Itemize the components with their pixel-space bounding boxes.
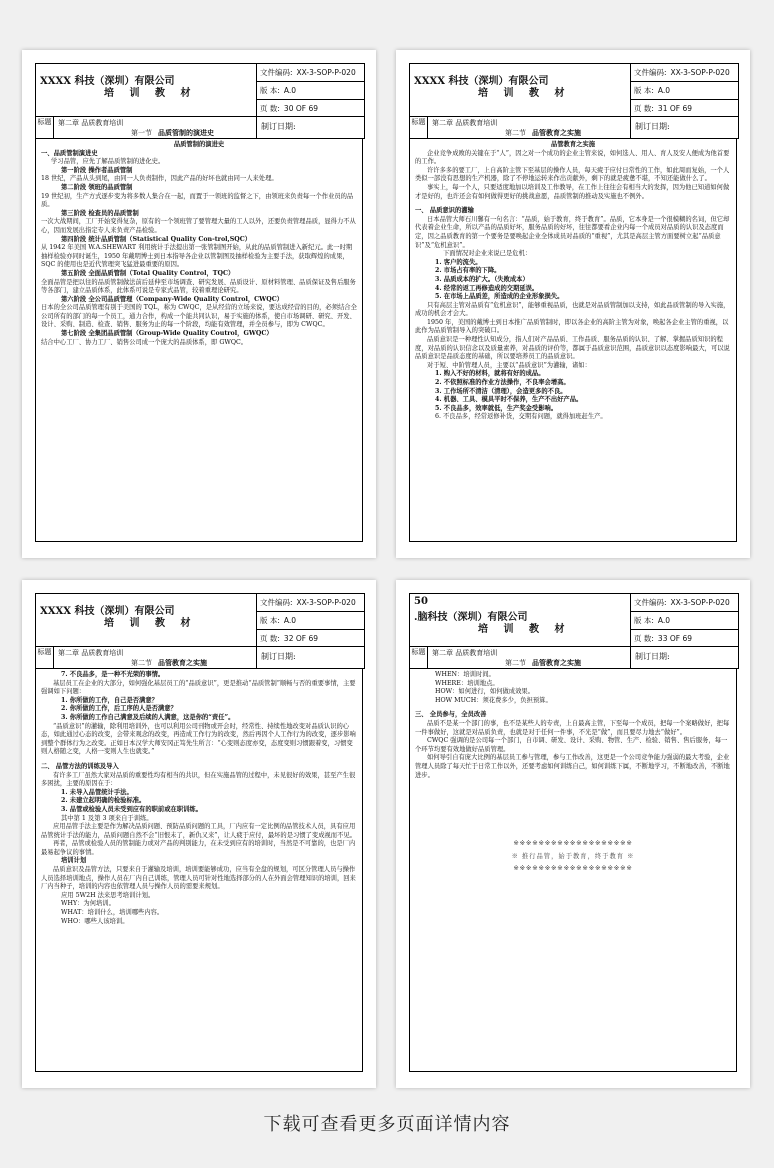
page-body: [409, 668, 737, 1072]
page-count: 32 OF 69: [283, 634, 318, 643]
text-line: 如何导引自有庞大比例的基层员工参与管理，参与工作改善，这更是一个公司竞争能力强弱的最大考验，企业管理人员除了每天忙于日常工作以外，还要考虑如何训练自己，如何训练下属，不断地学习，不断地改善，不断地进步。: [415, 754, 730, 779]
page-body: [409, 138, 737, 542]
subject-row: [35, 646, 365, 669]
file-code: XX-3-SOP-P-020: [296, 598, 356, 607]
version: A.0: [657, 616, 671, 625]
text-line: WHAT：培训什么，培训哪些内容。: [61, 909, 164, 917]
subject-label: 标题: [410, 646, 428, 668]
file-code: XX-3-SOP-P-020: [296, 68, 356, 77]
star-border: ※※※※※※※※※※※※※※※※※※※: [513, 865, 633, 873]
document-title: 培 训 教 材: [104, 88, 197, 99]
version: A.0: [283, 86, 297, 95]
page-count-label: 页 数:: [634, 104, 654, 113]
heading-line: 二、 品管方法的训练及导入: [41, 762, 119, 770]
subject-label: 标题: [36, 646, 54, 668]
chapter-title: 第二章 品质教育培训: [432, 649, 498, 657]
section-title: 品质管制的演进史: [158, 128, 214, 137]
heading-line: 1. 未导入品管统计手法。: [61, 788, 133, 796]
company-name: XXXX 科技（深圳）有限公司: [40, 76, 175, 87]
heading-line: 第三阶段 检查员的品质管制: [61, 209, 139, 217]
text-line: WHEN：培训时间。: [435, 671, 495, 678]
section-heading: [505, 658, 581, 668]
motto-line: ※ 推行品管，始于教育，终于教育 ※: [511, 852, 635, 860]
issue-date-label: 制订日期:: [256, 116, 364, 138]
page-count-label: 页 数:: [260, 104, 280, 113]
page-body: [35, 138, 363, 542]
corner-number: 50: [414, 596, 428, 607]
heading-line: 1. 购入不好的材料，就将有好的成品。: [435, 370, 545, 378]
meta-cells: [256, 64, 365, 116]
text-line: 19 世纪初，生产方式逐步变为将多数人集合在一起，而置于一领班的监督之下，由领班来负责每一个作业员的品质。: [41, 192, 354, 209]
document-title: 培 训 教 材: [478, 624, 571, 635]
text-line: 再者，品管或检验人员的管制能力或对产品的判别能力，在未受到应有的培训时，当然是不可靠的，也是厂内最易起争议的事情。: [41, 840, 356, 856]
text-line: 结合中心工厂、协力工厂、销售公司成一个庞大的品质体系，即 GWQC。: [41, 338, 248, 346]
subject-label: 标题: [410, 116, 428, 138]
issue-date-label: 制订日期:: [630, 116, 738, 138]
file-code-label: 文件编码:: [634, 598, 667, 607]
meta-cells: [630, 594, 739, 646]
meta-cells: [630, 64, 739, 116]
text-line: 应用 5W2H 法来思考培训计划。: [61, 891, 155, 899]
file-code: XX-3-SOP-P-020: [670, 68, 730, 77]
text-line: 日本的全公司品质管理有别于美国的 TQL，称为 CWQC，是从经营的立场来说，要达成经营的目的，必须结合全公司所有的部门的每一个员工，通力合作，构成一个能共同认识，易于实施的体系，使自市场调研、研究、开发、设计、采购、制造、检查、销售、服务为止的每一个阶段，均能有效管理，并全员参与，即为 CWQC。: [41, 304, 357, 329]
subject-row: [409, 646, 739, 669]
text-line: 其中第 1 及第 3 项来自于训练。: [61, 814, 153, 822]
heading-line: 4. 经常的返工再修造成的交期延误。: [435, 284, 539, 292]
section-heading: [131, 128, 214, 138]
section-heading: [131, 658, 207, 668]
heading-line: 品质管制的演进史: [173, 141, 225, 148]
document-page-2: [396, 50, 750, 558]
version: A.0: [657, 86, 671, 95]
section-title: 品管教育之实施: [532, 658, 581, 667]
document-title: 培 训 教 材: [104, 618, 197, 629]
heading-line: 3. 工作场所不清洁（清理），会造更多的不良。: [435, 387, 567, 395]
text-line: 应用品管手法主要是作为解决品质问题、预防品质问题的工具，厂内应有一定比例的品管技术人员，具有应用品管统计手法的能力，品质问题自然不会“旧恨未了，新仇又来”，让人疲于应付，最坏的是习惯了变成视而不见。: [41, 823, 356, 839]
file-code-label: 文件编码:: [260, 68, 293, 77]
text-line: 全面品管是把以往的品质管制做法前后延伸至市场调查、研究发展、品质设计、原材料管理、品质保证及售后服务等各部门，建立品质体系，此体系可说是专家式品管，较着重理论研究。: [41, 278, 356, 295]
section-number: 第二节: [131, 659, 152, 667]
meta-cells: [256, 594, 365, 646]
text-line: 事实上，每一个人，只要适度地加以培训及工作教导，在工作上往往会有相当大的发挥，因为他已知道如何做才是好的，也许还会有如何做得更好的挑战意愿，品质管制的推动及实施也不例外。: [415, 183, 730, 200]
text-line: HOW MUCH：须花费多少，负担预算。: [435, 696, 552, 704]
header-table: [409, 63, 739, 117]
file-code-label: 文件编码:: [634, 68, 667, 77]
heading-line: 4. 机器、工具、模具平时不保养，生产不出好产品。: [435, 396, 583, 404]
heading-line: 1. 你所做的工作，自己是否满意？: [61, 696, 158, 704]
text-line: 日本品管大师石川馨有一句名言：“品质，始于教育，终于教育”。品质，它本身是一个很模糊的名词，但它却代表着企业生命，所以产品的品质好坏，服务品质的好坏，往往都要看企业内每一个成员对品质的认识及态度而定，因之品质教育的第一个要务是要唤起企业全体成员对品质的“重视”，尤其是高层主管方面要树立起“品质意识”及“危机意识”。: [415, 215, 730, 249]
text-line: 品质意识是一种理性认知成分，指人们对产品品质、工作品质、服务品质的认识、了解、掌握品质知识的程度，对品质的认识信念以及质量素养，对品质的评价等，都属于品质意识范围，品质意识以态度影响最大，可以说品质意识是品质态度的基础，所以要培养员工的品质意识。: [415, 336, 730, 361]
text-line: 1950 年，美国的戴博士到日本推广品质管制时，即以各企业的高阶主管为对象，唤起各企业主管的重视，以此作为品质管制导入的突破口。: [415, 318, 729, 335]
header-table: [35, 63, 365, 117]
heading-line: 一、 品质意识的灌输: [415, 207, 474, 215]
heading-line: 第四阶段 统计品质管制（Statistical Quality Con-trol,SQC）: [61, 235, 252, 243]
issue-date-label: 制订日期:: [630, 646, 738, 668]
section-heading: [505, 128, 581, 138]
chapter-title: 第二章 品质教育培训: [432, 119, 498, 127]
page-count-label: 页 数:: [260, 634, 280, 643]
subject-row: [409, 116, 739, 139]
file-code: XX-3-SOP-P-020: [670, 598, 730, 607]
company-name: XXXX 科技（深圳）有限公司: [414, 76, 549, 87]
text-line: 从 1942 年美国 W.A.SHEWART 利用统计手法提出第一张管制图开始，从此的品质管制进入新纪元。此一时期抽样检验亦同时诞生，1950 年戴明博士到日本指导各企业以管制图及抽样检验为主要手法，获取辉煌的成果，SQC 的使用也是近代管理突飞猛进最重要的原因。: [41, 244, 353, 269]
document-title: 培 训 教 材: [478, 88, 571, 99]
text-line: 品质不是某一个部门的事，也不是某些人的专责，上自最高主管，下至每一个成员，把每一个案略做好，把每一件事做好，这就是对品质负责，也就是对于任何一件事，不光是“做”，而且要尽力地去“做好”。: [415, 719, 730, 736]
heading-line: 第六阶段 全公司品质管理（Company-Wide Quality Control，CWQC）: [61, 295, 284, 303]
heading-line: 5. 在市场上品质差，所造成的企业形象损失。: [435, 293, 564, 301]
text-line: 18 世纪，产品从头到尾，由同一人负责制作，因此产品的好坏也就由同一人来处理。: [41, 175, 278, 183]
page-count: 33 OF 69: [657, 634, 692, 643]
section-number: 第二节: [505, 659, 526, 667]
section-number: 第一节: [131, 129, 152, 137]
heading-line: 5. 不良品多，效率就低，生产奖金受影响。: [435, 404, 558, 412]
heading-line: 3. 品管或检验人员未受到应有的职前或在职训练。: [61, 805, 203, 813]
heading-line: 一、品质管制演进史: [41, 149, 98, 157]
company-name: .脑科技（深圳）有限公司: [414, 612, 528, 623]
download-more-caption[interactable]: 下载可查看更多页面详情内容: [263, 1114, 511, 1135]
text-line: 许许多多的要工厂，上自高阶主管下至基层的操作人员，每天疲于应付日常性的工作，如此周而复始，一个人类似一部没有思想的生产机器，除了不停地运转来作出贡献外，剩下的就是疲惫不堪，不知还能做什么了。: [415, 166, 730, 183]
section-title: 品管教育之实施: [532, 128, 581, 137]
heading-line: 第一阶段 操作者品质管制: [61, 166, 133, 174]
heading-line: 2. 未建立起明确的检验标准。: [61, 797, 146, 805]
text-line: 品质意识及品管方法，只要来自于灌输及培训，培训要能够成功，应当有全盘的规划，可区分管理人员与操作人员选择培训地点，操作人员在厂内自己训练，管理人员可针对性地选择部分的人在外面会管理知识的培训，回来厂内当种子，培训的内容也依管理人员与操作人员的需要来规划。: [41, 866, 356, 891]
text-line: 只有高层主管对品质有“危机意识”，能够重视品质，也就是对品质管制加以支持，如此品质管制的导入实施，成功的机会才会大。: [415, 301, 730, 318]
version-label: 版 本:: [634, 616, 654, 625]
version-label: 版 本:: [634, 86, 654, 95]
text-line: 企业竞争成败的关键在于“人”，因之对一个成功的企业主管来说，如何选人、用人、育人及安人便成为他首要的工作。: [415, 149, 730, 166]
section-title: 品管教育之实施: [158, 658, 207, 667]
text-line: WHERE：培训地点。: [435, 679, 499, 687]
file-code-label: 文件编码:: [260, 598, 293, 607]
text-line: 一次大战期间，工厂开始变得复杂，原有的一个领班管了要管理大量的工人以外，还要负责管理品质，显得力不从心，因而发展出指定专人来负责产品检验。: [41, 218, 356, 234]
document-page-4: [396, 580, 750, 1088]
version: A.0: [283, 616, 297, 625]
text-line: HOW：如何进行，如何做成效果。: [435, 688, 534, 696]
text-line: 下面情况对企业来说已是危机：: [443, 250, 532, 258]
heading-line: 第五阶段 全面品质管制（Total Quality Control，TQC）: [61, 269, 235, 277]
chapter-title: 第二章 品质教育培训: [58, 119, 124, 127]
text-line: 学习品管，应先了解品质管制的进化史。: [51, 158, 165, 166]
header-table: [409, 593, 739, 647]
page-count: 30 OF 69: [283, 104, 318, 113]
text-line: CWQC 强调的是公司每一个部门，自市调、研发、设计、采购、物管、生产、检验、销售、售后服务，每一个环节均要有效地做好品质管理。: [415, 737, 728, 753]
heading-line: 第二阶段 领班的品质管制: [61, 183, 133, 191]
text-line: 基层员工在企业的大部分，如何强化基层员工的“品质意识”，更是推动“品质管制”顺畅与否的重要事情，主要强调如下问题：: [41, 679, 356, 696]
section-number: 第二节: [505, 129, 526, 137]
heading-line: 2. 不依照标准的作业方法操作，不良率会增高。: [435, 379, 570, 387]
version-label: 版 本:: [260, 616, 280, 625]
document-page-1: [22, 50, 376, 558]
issue-date-label: 制订日期:: [256, 646, 364, 668]
heading-line: 7. 不良品多，是一种不光荣的事情。: [61, 671, 165, 678]
header-table: [35, 593, 365, 647]
text-line: “品质意识”的灌输，除利用培训外，也可以利用公司刊物或开会时，经常性、持续性地改变对品质认识的心态，如此通过心态的改变，会带来观念的改变，再造成工作行为的改变，然后再因个人工作行为的改变，逐步影响到整个群体行为之改变。正如日本汉学大师安冈正笃先生所言：“心变则态度亦变，态度变则习惯跟着变，习惯变则人格随之变，人格一变则人生也就变。”: [41, 722, 356, 756]
chapter-title: 第二章 品质教育培训: [58, 649, 124, 657]
text-line: WHO：哪些人该培训。: [61, 917, 129, 925]
heading-line: 3. 你所做的工作自己满意及后续的人满意，这是你的“责任”。: [61, 713, 235, 721]
heading-line: 3. 品质成本的扩大。（失败成本）: [435, 275, 529, 283]
page-body: [35, 668, 363, 1072]
heading-line: 2. 市场占有率的下降。: [435, 267, 501, 275]
version-label: 版 本:: [260, 86, 280, 95]
page-count-label: 页 数:: [634, 634, 654, 643]
page-count: 31 OF 69: [657, 104, 692, 113]
heading-line: 第七阶段 全集团品质管制（Group-Wide Quality Coutrol，GWQC）: [61, 330, 273, 338]
heading-line: 2. 你所做的工作，后工序的人是否满意？: [61, 705, 177, 713]
text-line: WHY：为何培训。: [61, 900, 115, 908]
text-line: 有许多工厂虽然大家对品质的重要性均有相当的共识，但在实施品管的过程中，未见很好的效果，甚至产生很多困扰，主要的原因在于：: [41, 771, 356, 788]
company-name: XXXX 科技（深圳）有限公司: [40, 606, 175, 617]
text-line: 6. 不良品多，经常返修补货，交期有问题，就得加班赶生产。: [435, 413, 607, 421]
subject-label: 标题: [36, 116, 54, 138]
heading-line: 1. 客户的流失。: [435, 258, 482, 266]
text-line: 对于短、中阶管理人员，主要以“品质意识”为灌输，诸如：: [427, 361, 591, 369]
heading-line: 品管教育之实施: [550, 141, 596, 148]
document-page-3: [22, 580, 376, 1088]
heading-line: 培训计划: [61, 857, 87, 865]
heading-line: 三、 全员参与，全员改善: [415, 711, 487, 719]
subject-row: [35, 116, 365, 139]
star-border: ※※※※※※※※※※※※※※※※※※※: [513, 840, 633, 848]
